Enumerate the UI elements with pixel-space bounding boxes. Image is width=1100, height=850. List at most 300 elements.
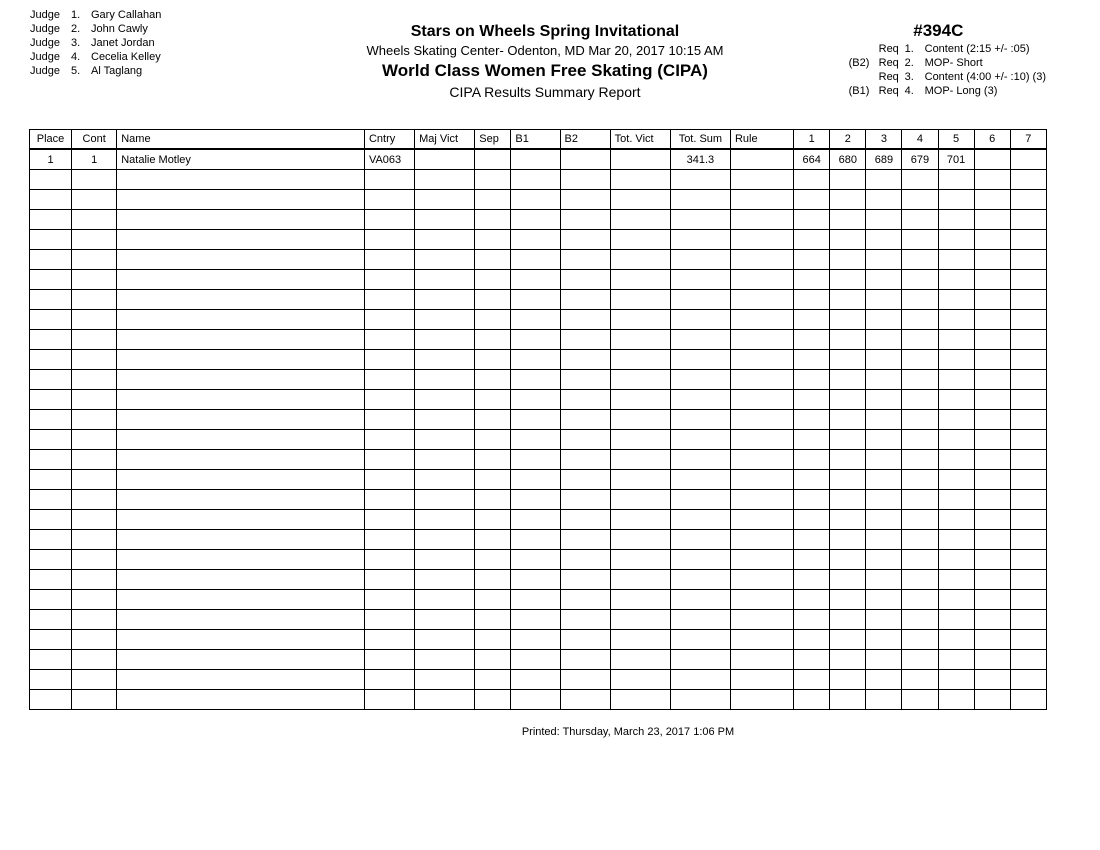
cell-j2: 680 [830, 149, 866, 170]
cell-sep [475, 290, 511, 310]
judge-word: Judge [30, 23, 60, 35]
cell-j1 [794, 530, 830, 550]
cell-j6 [974, 330, 1010, 350]
cell-j7 [1010, 210, 1046, 230]
cell-maj_vict [415, 670, 475, 690]
judge-number: 4. [71, 51, 81, 63]
table-row-empty[interactable] [30, 310, 1047, 330]
requirement-text: Content (2:15 +/- :05) [924, 43, 1030, 55]
requirement-label: Req [878, 43, 899, 55]
cell-cntry [364, 630, 414, 650]
cell-tot_vict [610, 570, 670, 590]
cell-b1 [511, 570, 560, 590]
cell-rule [730, 149, 793, 170]
cell-tot_vict [610, 210, 670, 230]
cell-j2 [830, 550, 866, 570]
table-row-empty[interactable] [30, 270, 1047, 290]
cell-rule [730, 370, 793, 390]
cell-j6 [974, 390, 1010, 410]
cell-place [30, 410, 72, 430]
cell-j7 [1010, 370, 1046, 390]
cell-cont [72, 450, 117, 470]
cell-rule [730, 530, 793, 550]
cell-place [30, 430, 72, 450]
cell-j2 [830, 390, 866, 410]
cell-j4 [902, 170, 938, 190]
cell-name [117, 610, 365, 630]
cell-j7 [1010, 330, 1046, 350]
cell-rule [730, 230, 793, 250]
cell-tot_vict [610, 490, 670, 510]
cell-b1 [511, 170, 560, 190]
table-row-empty[interactable] [30, 190, 1047, 210]
cell-maj_vict [415, 510, 475, 530]
cell-b2 [560, 530, 610, 550]
cell-b1 [511, 190, 560, 210]
cell-j3 [866, 270, 902, 290]
table-row-empty[interactable] [30, 550, 1047, 570]
cell-j1 [794, 310, 830, 330]
cell-j5 [938, 330, 974, 350]
cell-j4 [902, 230, 938, 250]
column-header-tot_vict[interactable]: Tot. Vict [610, 130, 670, 150]
cell-sep [475, 410, 511, 430]
cell-tot_vict [610, 450, 670, 470]
cell-place [30, 390, 72, 410]
cell-place [30, 190, 72, 210]
cell-j2 [830, 210, 866, 230]
cell-j1 [794, 430, 830, 450]
cell-tot_vict [610, 650, 670, 670]
cell-b1 [511, 290, 560, 310]
cell-maj_vict [415, 250, 475, 270]
cell-j5 [938, 190, 974, 210]
cell-j2 [830, 490, 866, 510]
cell-j4 [902, 610, 938, 630]
table-row-empty[interactable] [30, 590, 1047, 610]
cell-sep [475, 190, 511, 210]
cell-b1 [511, 390, 560, 410]
cell-j4 [902, 590, 938, 610]
cell-tot_vict [610, 149, 670, 170]
cell-sep [475, 490, 511, 510]
table-row-empty[interactable] [30, 670, 1047, 690]
cell-j4 [902, 630, 938, 650]
column-header-j7[interactable]: 7 [1010, 130, 1046, 150]
table-row-empty[interactable] [30, 410, 1047, 430]
cell-cont [72, 310, 117, 330]
cell-j6 [974, 610, 1010, 630]
cell-j4 [902, 250, 938, 270]
cell-cont: 1 [72, 149, 117, 170]
requirement-number: 1. [904, 43, 914, 55]
cell-tot_sum [670, 270, 730, 290]
cell-tot_vict [610, 390, 670, 410]
column-header-j1[interactable]: 1 [794, 130, 830, 150]
cell-b2 [560, 190, 610, 210]
results-table [29, 129, 1047, 710]
cell-b1 [511, 650, 560, 670]
table-row[interactable] [30, 149, 1047, 170]
event-title: World Class Women Free Skating (CIPA) [382, 61, 708, 80]
cell-j5 [938, 570, 974, 590]
table-row-empty[interactable] [30, 210, 1047, 230]
cell-maj_vict [415, 490, 475, 510]
cell-tot_vict [610, 410, 670, 430]
column-header-j4[interactable]: 4 [902, 130, 938, 150]
cell-rule [730, 170, 793, 190]
cell-cont [72, 190, 117, 210]
judge-word: Judge [30, 9, 60, 21]
cell-tot_sum [670, 370, 730, 390]
column-header-j2[interactable]: 2 [830, 130, 866, 150]
column-header-b2[interactable]: B2 [560, 130, 610, 150]
cell-tot_vict [610, 590, 670, 610]
cell-maj_vict [415, 230, 475, 250]
cell-b2 [560, 450, 610, 470]
judge-number: 2. [71, 23, 81, 35]
cell-cntry [364, 650, 414, 670]
cell-sep [475, 270, 511, 290]
cell-cont [72, 650, 117, 670]
cell-j7 [1010, 430, 1046, 450]
cell-place [30, 450, 72, 470]
cell-tot_sum [670, 410, 730, 430]
cell-rule [730, 290, 793, 310]
cell-place [30, 230, 72, 250]
cell-j6 [974, 250, 1010, 270]
cell-maj_vict [415, 290, 475, 310]
cell-cont [72, 610, 117, 630]
cell-j7 [1010, 690, 1046, 710]
cell-cntry [364, 490, 414, 510]
cell-rule [730, 270, 793, 290]
cell-j1 [794, 510, 830, 530]
cell-sep [475, 510, 511, 530]
cell-j2 [830, 330, 866, 350]
cell-place [30, 330, 72, 350]
cell-name [117, 670, 365, 690]
venue-date-line: Wheels Skating Center- Odenton, MD Mar 20, 2017 10:15 AM [366, 43, 724, 58]
cell-j7 [1010, 230, 1046, 250]
table-row-empty[interactable] [30, 250, 1047, 270]
cell-cont [72, 170, 117, 190]
cell-sep [475, 310, 511, 330]
judge-number: 1. [71, 9, 81, 21]
requirement-row [849, 42, 1046, 56]
cell-b1 [511, 149, 560, 170]
cell-j2 [830, 370, 866, 390]
table-row-empty[interactable] [30, 630, 1047, 650]
column-header-j3[interactable]: 3 [866, 130, 902, 150]
cell-j1 [794, 370, 830, 390]
cell-rule [730, 450, 793, 470]
cell-cont [72, 550, 117, 570]
cell-j3 [866, 690, 902, 710]
cell-place [30, 250, 72, 270]
cell-j1 [794, 550, 830, 570]
cell-b2 [560, 410, 610, 430]
cell-name [117, 690, 365, 710]
cell-sep [475, 630, 511, 650]
cell-sep [475, 350, 511, 370]
results-table-body [30, 149, 1047, 710]
table-row-empty[interactable] [30, 470, 1047, 490]
cell-name [117, 330, 365, 350]
cell-cntry [364, 450, 414, 470]
cell-j3 [866, 550, 902, 570]
column-header-j6[interactable]: 6 [974, 130, 1010, 150]
table-row-empty[interactable] [30, 390, 1047, 410]
cell-b2 [560, 370, 610, 390]
table-row-empty[interactable] [30, 450, 1047, 470]
cell-tot_sum [670, 210, 730, 230]
cell-j7 [1010, 530, 1046, 550]
cell-b1 [511, 410, 560, 430]
table-row-empty[interactable] [30, 230, 1047, 250]
cell-cont [72, 290, 117, 310]
printed-timestamp: Printed: Thursday, March 23, 2017 1:06 PM [521, 726, 735, 738]
cell-tot_sum [670, 330, 730, 350]
cell-maj_vict [415, 270, 475, 290]
cell-place [30, 610, 72, 630]
cell-j4 [902, 530, 938, 550]
cell-maj_vict [415, 610, 475, 630]
cell-cont [72, 670, 117, 690]
cell-j5: 701 [938, 149, 974, 170]
cell-rule [730, 210, 793, 230]
cell-j4 [902, 550, 938, 570]
cell-b2 [560, 510, 610, 530]
cell-rule [730, 670, 793, 690]
table-row-empty[interactable] [30, 510, 1047, 530]
cell-tot_sum [670, 510, 730, 530]
cell-j6 [974, 190, 1010, 210]
cell-j7 [1010, 470, 1046, 490]
cell-b1 [511, 350, 560, 370]
cell-maj_vict [415, 470, 475, 490]
cell-rule [730, 330, 793, 350]
cell-j1 [794, 350, 830, 370]
cell-tot_sum [670, 230, 730, 250]
cell-cont [72, 430, 117, 450]
column-header-cont[interactable]: Cont [72, 130, 117, 150]
table-row-empty[interactable] [30, 330, 1047, 350]
judge-name: Cecelia Kelley [91, 51, 161, 63]
cell-tot_sum [670, 590, 730, 610]
cell-place [30, 350, 72, 370]
cell-j2 [830, 410, 866, 430]
cell-j2 [830, 170, 866, 190]
column-header-sep[interactable]: Sep [475, 130, 511, 150]
table-row-empty[interactable] [30, 290, 1047, 310]
cell-b2 [560, 270, 610, 290]
cell-maj_vict [415, 530, 475, 550]
requirement-row [849, 84, 1046, 98]
cell-cntry [364, 430, 414, 450]
column-header-place[interactable]: Place [30, 130, 72, 150]
requirement-label: Req [878, 57, 899, 69]
cell-rule [730, 590, 793, 610]
cell-name [117, 230, 365, 250]
column-header-rule[interactable]: Rule [730, 130, 793, 150]
judge-word: Judge [30, 51, 60, 63]
cell-cntry [364, 290, 414, 310]
requirement-text: Content (4:00 +/- :10) (3) [924, 71, 1046, 83]
cell-j3 [866, 590, 902, 610]
cell-j6 [974, 510, 1010, 530]
cell-tot_sum [670, 690, 730, 710]
cell-tot_sum [670, 190, 730, 210]
cell-rule [730, 410, 793, 430]
cell-b2 [560, 290, 610, 310]
cell-sep [475, 590, 511, 610]
column-header-tot_sum[interactable]: Tot. Sum [670, 130, 730, 150]
column-header-j5[interactable]: 5 [938, 130, 974, 150]
cell-place [30, 670, 72, 690]
column-header-maj_vict[interactable]: Maj Vict [415, 130, 475, 150]
cell-b1 [511, 210, 560, 230]
cell-b2 [560, 230, 610, 250]
cell-place [30, 690, 72, 710]
judge-name: John Cawly [91, 23, 148, 35]
table-row-empty[interactable] [30, 490, 1047, 510]
cell-place [30, 590, 72, 610]
cell-b2 [560, 350, 610, 370]
cell-j7 [1010, 350, 1046, 370]
requirement-number: 2. [904, 57, 914, 69]
cell-b2 [560, 170, 610, 190]
cell-name [117, 590, 365, 610]
cell-tot_sum [670, 670, 730, 690]
cell-b1 [511, 450, 560, 470]
cell-maj_vict [415, 690, 475, 710]
cell-j6 [974, 650, 1010, 670]
cell-j4 [902, 210, 938, 230]
cell-maj_vict [415, 550, 475, 570]
report-subtitle: CIPA Results Summary Report [449, 84, 641, 100]
cell-b1 [511, 610, 560, 630]
cell-cntry [364, 670, 414, 690]
cell-j7 [1010, 290, 1046, 310]
table-row-empty[interactable] [30, 170, 1047, 190]
cell-b1 [511, 430, 560, 450]
cell-name [117, 350, 365, 370]
cell-tot_vict [610, 510, 670, 530]
table-row-empty[interactable] [30, 530, 1047, 550]
column-header-name[interactable]: Name [117, 130, 365, 150]
cell-j5 [938, 210, 974, 230]
cell-sep [475, 550, 511, 570]
cell-j1 [794, 330, 830, 350]
cell-j1 [794, 450, 830, 470]
requirements-list [849, 42, 1046, 98]
cell-b1 [511, 590, 560, 610]
cell-j6 [974, 210, 1010, 230]
cell-cntry [364, 510, 414, 530]
cell-b1 [511, 630, 560, 650]
cell-j3 [866, 170, 902, 190]
table-row-empty[interactable] [30, 430, 1047, 450]
table-row-empty[interactable] [30, 650, 1047, 670]
cell-place [30, 530, 72, 550]
cell-maj_vict [415, 149, 475, 170]
cell-j2 [830, 670, 866, 690]
cell-j6 [974, 490, 1010, 510]
cell-j1 [794, 590, 830, 610]
requirement-row [849, 70, 1046, 84]
requirement-label: Req [878, 85, 899, 97]
requirement-number: 3. [904, 71, 914, 83]
cell-cont [72, 590, 117, 610]
cell-j5 [938, 590, 974, 610]
cell-j3: 689 [866, 149, 902, 170]
judge-row [30, 36, 290, 50]
column-header-b1[interactable]: B1 [511, 130, 560, 150]
cell-j3 [866, 650, 902, 670]
cell-name [117, 510, 365, 530]
table-row-empty[interactable] [30, 370, 1047, 390]
cell-sep [475, 670, 511, 690]
title-block [290, 22, 800, 102]
cell-name [117, 410, 365, 430]
cell-b2 [560, 210, 610, 230]
cell-name [117, 450, 365, 470]
cell-j6 [974, 530, 1010, 550]
cell-sep [475, 650, 511, 670]
cell-j3 [866, 610, 902, 630]
cell-rule [730, 250, 793, 270]
cell-cont [72, 330, 117, 350]
cell-b2 [560, 690, 610, 710]
cell-b2 [560, 310, 610, 330]
cell-j3 [866, 450, 902, 470]
cell-tot_sum [670, 350, 730, 370]
table-row-empty[interactable] [30, 610, 1047, 630]
cell-tot_vict [610, 370, 670, 390]
cell-j6 [974, 290, 1010, 310]
cell-j4 [902, 490, 938, 510]
cell-tot_vict [610, 170, 670, 190]
cell-b1 [511, 690, 560, 710]
cell-cont [72, 510, 117, 530]
column-header-cntry[interactable]: Cntry [364, 130, 414, 150]
cell-j5 [938, 650, 974, 670]
cell-place [30, 210, 72, 230]
cell-j4 [902, 570, 938, 590]
cell-j3 [866, 630, 902, 650]
cell-tot_vict [610, 350, 670, 370]
requirement-text: MOP- Short [924, 57, 983, 69]
table-row-empty[interactable] [30, 570, 1047, 590]
cell-j5 [938, 290, 974, 310]
cell-j7 [1010, 270, 1046, 290]
cell-j4 [902, 390, 938, 410]
cell-sep [475, 690, 511, 710]
cell-j6 [974, 370, 1010, 390]
table-row-empty[interactable] [30, 690, 1047, 710]
cell-name [117, 390, 365, 410]
cell-cont [72, 470, 117, 490]
table-row-empty[interactable] [30, 350, 1047, 370]
cell-j1 [794, 670, 830, 690]
cell-j7 [1010, 310, 1046, 330]
cell-j2 [830, 350, 866, 370]
cell-j2 [830, 250, 866, 270]
cell-j2 [830, 510, 866, 530]
cell-rule [730, 390, 793, 410]
cell-maj_vict [415, 650, 475, 670]
